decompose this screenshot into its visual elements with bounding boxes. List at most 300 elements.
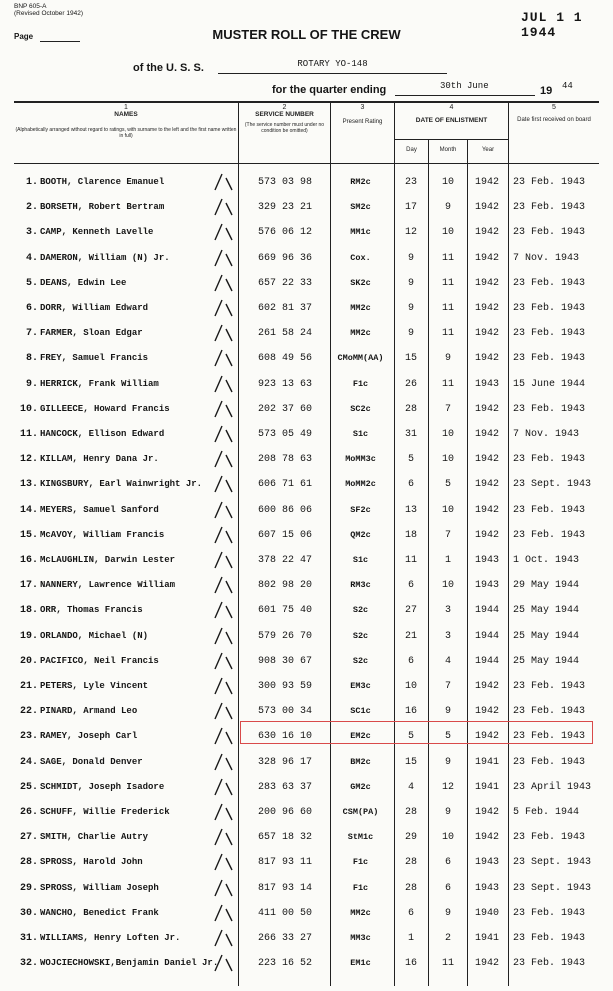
check-mark-icon — [212, 399, 234, 419]
check-mark-icon — [212, 222, 234, 242]
enlist-year: 1944 — [474, 605, 499, 617]
table-row — [0, 195, 613, 220]
crew-name: WANCHO, Benedict Frank — [40, 907, 159, 918]
date-received: 25 May 1944 — [513, 630, 580, 642]
enlist-year: 1943 — [474, 882, 499, 894]
table-row — [0, 422, 613, 447]
table-top-rule — [14, 101, 599, 103]
date-received: 23 Feb. 1943 — [513, 277, 586, 289]
row-index: 21. — [19, 681, 38, 692]
service-number: 573 03 98 — [257, 177, 312, 188]
table-row — [0, 674, 613, 699]
enlist-year: 1942 — [474, 807, 499, 818]
enlist-year: 1941 — [474, 933, 499, 944]
enlist-month: 10 — [441, 227, 454, 239]
rating: SC2c — [350, 403, 371, 414]
crew-name: BOOTH, Clarence Emanuel — [40, 177, 165, 187]
header-names — [14, 104, 238, 139]
crew-name: WOJCIECHOWSKI,Benjamin Daniel Jr. — [40, 958, 219, 969]
crew-name: RAMEY, Joseph Carl — [40, 731, 138, 742]
check-mark-icon — [212, 550, 234, 570]
service-number: 573 05 49 — [257, 429, 312, 440]
crew-name: FARMER, Sloan Edgar — [40, 328, 143, 339]
date-received: 25 May 1944 — [513, 655, 580, 667]
enlist-day: 23 — [404, 177, 417, 188]
crew-name: ORLANDO, Michael (N) — [40, 630, 149, 641]
crew-name: SAGE, Donald Denver — [40, 756, 143, 767]
check-mark-icon — [212, 928, 234, 948]
check-mark-icon — [212, 298, 234, 318]
rating: EM2c — [350, 731, 371, 742]
check-mark-icon — [212, 676, 234, 696]
service-number: 328 96 17 — [257, 756, 312, 768]
enlist-day: 28 — [404, 403, 417, 415]
col-names-note: (Alphabetically arranged without regard to ratings, with surname to the left and the first name written in full) — [15, 127, 237, 139]
date-received: 29 May 1944 — [513, 580, 580, 592]
enlist-month: 9 — [444, 756, 451, 768]
row-index: 2. — [25, 202, 38, 214]
enlist-month: 9 — [444, 202, 451, 214]
header-service — [239, 104, 330, 134]
table-row — [0, 271, 613, 296]
row-index: 1. — [25, 177, 38, 188]
rating: SM2c — [350, 202, 371, 213]
table-row — [0, 573, 613, 598]
service-number: 817 93 14 — [257, 882, 312, 894]
table-row — [0, 372, 613, 397]
enlist-month: 6 — [444, 857, 451, 869]
row-index: 10. — [19, 403, 38, 415]
enlist-month: 1 — [444, 555, 451, 566]
table-row — [0, 951, 613, 976]
row-index: 27. — [19, 832, 38, 844]
crew-name: DORR, William Edward — [40, 303, 149, 313]
enlist-day: 1 — [407, 933, 414, 944]
col3-number: 3 — [360, 104, 365, 111]
enlist-day: 12 — [404, 227, 417, 239]
service-number: 208 78 63 — [257, 454, 312, 466]
check-mark-icon — [212, 374, 234, 394]
enlist-day: 9 — [407, 252, 414, 264]
date-received: 23 Feb. 1943 — [513, 933, 586, 944]
col-service-title: SERVICE NUMBER — [255, 111, 314, 118]
rating: SF2c — [350, 504, 371, 515]
ship-label: of the U. S. S. — [133, 62, 204, 74]
enlist-day: 13 — [404, 504, 417, 516]
enlist-year: 1943 — [474, 378, 499, 390]
service-number: 657 22 33 — [257, 277, 312, 289]
row-index: 28. — [19, 857, 38, 869]
enlist-month: 7 — [444, 681, 451, 692]
row-index: 8. — [25, 353, 38, 365]
row-index: 23. — [19, 731, 38, 743]
row-index: 30. — [19, 907, 38, 919]
col5-number: 5 — [552, 104, 556, 111]
service-number: 200 96 60 — [257, 807, 312, 818]
table-row — [0, 901, 613, 926]
date-received: 23 Feb. 1943 — [513, 756, 586, 768]
col-enlistment-title: DATE OF ENLISTMENT — [415, 117, 488, 124]
date-received: 23 Feb. 1943 — [513, 202, 586, 214]
date-received: 23 Feb. 1943 — [513, 504, 586, 516]
enlist-day: 11 — [404, 555, 417, 566]
check-mark-icon — [212, 802, 234, 822]
crew-name: PETERS, Lyle Vincent — [40, 681, 149, 691]
crew-name: McLAUGHLIN, Darwin Lester — [40, 555, 176, 565]
enlist-day: 17 — [404, 202, 417, 214]
col-date-received-title: Date first received on board — [517, 117, 591, 123]
date-received: 25 May 1944 — [513, 605, 580, 617]
service-number: 300 93 59 — [257, 681, 312, 692]
row-index: 11. — [19, 429, 38, 440]
enlist-day: 28 — [404, 857, 417, 869]
header-month: Month — [439, 147, 457, 153]
check-mark-icon — [212, 348, 234, 368]
enlist-month: 6 — [444, 882, 451, 894]
crew-name: NANNERY, Lawrence William — [40, 580, 176, 591]
service-number: 202 37 60 — [257, 403, 312, 415]
crew-name: SCHUFF, Willie Frederick — [40, 807, 170, 817]
service-number: 802 98 20 — [257, 580, 312, 592]
enlist-day: 28 — [404, 882, 417, 894]
row-index: 17. — [19, 580, 38, 592]
service-number: 606 71 61 — [257, 479, 312, 491]
row-index: 32. — [19, 958, 38, 970]
crew-name: FREY, Samuel Francis — [40, 353, 149, 364]
enlist-year: 1941 — [474, 781, 499, 793]
enlist-month: 7 — [444, 529, 451, 541]
enlist-day: 16 — [404, 958, 417, 970]
row-index: 16. — [19, 555, 38, 566]
table-row — [0, 624, 613, 649]
date-received: 23 Feb. 1943 — [513, 706, 586, 718]
enlist-day: 21 — [404, 630, 417, 642]
check-mark-icon — [212, 827, 234, 847]
table-row — [0, 472, 613, 497]
page-title: MUSTER ROLL OF THE CREW — [212, 27, 401, 42]
date-received: 23 Feb. 1943 — [513, 353, 586, 365]
row-index: 26. — [19, 807, 38, 818]
enlist-day: 9 — [407, 328, 414, 340]
crew-name: CAMP, Kenneth Lavelle — [40, 227, 154, 238]
table-row — [0, 876, 613, 901]
check-mark-icon — [212, 525, 234, 545]
check-mark-icon — [212, 273, 234, 293]
date-received: 23 Feb. 1943 — [513, 454, 586, 466]
enlist-year: 1942 — [474, 227, 499, 239]
enlist-month: 4 — [444, 655, 451, 667]
crew-name: WILLIAMS, Henry Loften Jr. — [40, 933, 181, 943]
enlist-year: 1942 — [474, 303, 499, 314]
service-number: 669 96 36 — [257, 252, 312, 264]
crew-name: KILLAM, Henry Dana Jr. — [40, 454, 159, 465]
row-index: 15. — [19, 529, 38, 541]
table-row — [0, 246, 613, 271]
crew-name: KINGSBURY, Earl Wainwright Jr. — [40, 479, 203, 490]
row-highlight-box — [240, 721, 593, 744]
date-received: 23 Feb. 1943 — [513, 958, 586, 970]
enlist-year: 1941 — [474, 756, 499, 768]
service-number: 579 26 70 — [257, 630, 312, 642]
check-mark-icon — [212, 449, 234, 469]
date-received: 23 April 1943 — [513, 781, 592, 793]
enlist-year: 1942 — [474, 454, 499, 466]
ship-line — [218, 73, 447, 74]
enlist-month: 9 — [444, 353, 451, 365]
enlist-month: 11 — [441, 378, 454, 390]
row-index: 20. — [19, 655, 38, 667]
enlist-month: 3 — [444, 630, 451, 642]
enlist-month: 10 — [441, 454, 454, 466]
enlist-day: 9 — [407, 277, 414, 289]
rating: EM3c — [350, 681, 371, 691]
crew-name: HANCOCK, Ellison Edward — [40, 429, 165, 439]
service-number: 283 63 37 — [257, 781, 312, 793]
row-index: 14. — [19, 504, 38, 516]
row-index: 12. — [19, 454, 38, 466]
enlist-year: 1943 — [474, 857, 499, 869]
service-number: 607 15 06 — [257, 529, 312, 541]
crew-name: DAMERON, William (N) Jr. — [40, 252, 170, 263]
crew-name: SMITH, Charlie Autry — [40, 832, 149, 843]
col1-number: 1 — [124, 104, 128, 111]
header-rating — [331, 104, 394, 125]
enlist-year: 1942 — [474, 277, 499, 289]
check-mark-icon — [212, 248, 234, 268]
enlist-year: 1942 — [474, 177, 499, 188]
check-mark-icon — [212, 197, 234, 217]
row-index: 19. — [19, 630, 38, 642]
row-index: 3. — [25, 227, 38, 239]
rating: F1c — [352, 857, 369, 868]
service-number: 602 81 37 — [257, 303, 312, 314]
table-row — [0, 800, 613, 825]
enlist-year: 1943 — [474, 580, 499, 592]
service-number: 608 49 56 — [257, 353, 312, 365]
enlist-month: 12 — [441, 781, 454, 793]
form-revision: (Revised October 1942) — [14, 10, 84, 17]
table-row — [0, 775, 613, 800]
row-index: 25. — [19, 781, 38, 793]
check-mark-icon — [212, 752, 234, 772]
crew-name: SPROSS, Harold John — [40, 857, 143, 868]
enlist-year: 1942 — [474, 958, 499, 970]
rating: MM2c — [350, 303, 371, 313]
service-number: 630 16 10 — [257, 731, 312, 743]
enlist-month: 11 — [441, 328, 454, 340]
enlist-year: 1942 — [474, 328, 499, 340]
date-received: 1 Oct. 1943 — [513, 555, 580, 566]
table-row — [0, 447, 613, 472]
enlist-month: 5 — [444, 731, 451, 743]
check-mark-icon — [212, 777, 234, 797]
ship-name: ROTARY YO-148 — [297, 59, 368, 69]
rating: MM2c — [350, 328, 371, 339]
service-number: 223 16 52 — [257, 958, 312, 970]
check-mark-icon — [212, 172, 234, 192]
enlist-day: 10 — [404, 681, 417, 692]
enlist-month: 2 — [444, 933, 451, 944]
service-number: 817 93 11 — [257, 857, 312, 869]
check-mark-icon — [212, 701, 234, 721]
service-number: 261 58 24 — [257, 328, 312, 340]
enlist-year: 1942 — [474, 731, 499, 743]
col-names-title: NAMES — [114, 111, 138, 118]
enlist-day: 4 — [407, 781, 414, 793]
date-received: 7 Nov. 1943 — [513, 252, 580, 264]
enlist-month: 11 — [441, 958, 454, 970]
rating: S1c — [352, 429, 369, 439]
enlist-month: 10 — [441, 580, 454, 592]
rating: SC1c — [350, 706, 371, 717]
service-number: 378 22 47 — [257, 555, 312, 566]
check-mark-icon — [212, 323, 234, 343]
check-mark-icon — [212, 424, 234, 444]
date-received: 23 Feb. 1943 — [513, 529, 586, 541]
rating: F1c — [352, 882, 369, 893]
table-row — [0, 750, 613, 775]
date-received: 7 Nov. 1943 — [513, 429, 580, 440]
rating: CSM(PA) — [342, 807, 379, 817]
check-mark-icon — [212, 726, 234, 746]
row-index: 13. — [19, 479, 38, 491]
crew-name: PINARD, Armand Leo — [40, 706, 138, 717]
check-mark-icon — [212, 474, 234, 494]
enlist-day: 5 — [407, 454, 414, 466]
check-mark-icon — [212, 651, 234, 671]
date-received: 23 Feb. 1943 — [513, 403, 586, 415]
date-received: 23 Feb. 1943 — [513, 731, 586, 743]
check-mark-icon — [212, 600, 234, 620]
table-row — [0, 346, 613, 371]
service-number: 601 75 40 — [257, 605, 312, 617]
enlist-day: 6 — [407, 479, 414, 491]
table-row — [0, 598, 613, 623]
table-row — [0, 498, 613, 523]
table-row — [0, 296, 613, 321]
enlist-month: 7 — [444, 403, 451, 415]
row-index: 31. — [19, 933, 38, 944]
table-row — [0, 397, 613, 422]
table-row — [0, 170, 613, 195]
rating: MM1c — [350, 227, 371, 238]
enlist-month: 5 — [444, 479, 451, 491]
enlist-month: 10 — [441, 177, 454, 188]
date-received: 23 Feb. 1943 — [513, 328, 586, 340]
quarter-year-suffix: 44 — [562, 81, 573, 91]
crew-name: GILLEECE, Howard Francis — [40, 403, 170, 414]
enlist-year: 1942 — [474, 706, 499, 718]
enlist-year: 1942 — [474, 681, 499, 692]
rating: QM2c — [350, 529, 371, 540]
enlist-year: 1942 — [474, 429, 499, 440]
row-index: 29. — [19, 882, 38, 894]
header-enlistment — [395, 104, 508, 125]
enlist-year: 1942 — [474, 504, 499, 516]
enlist-month: 10 — [441, 832, 454, 844]
quarter-label: for the quarter ending — [272, 84, 387, 96]
service-number: 923 13 63 — [257, 378, 312, 390]
enlist-year: 1944 — [474, 655, 499, 667]
row-index: 24. — [19, 756, 38, 768]
col2-number: 2 — [282, 104, 287, 111]
rating: GM2c — [350, 781, 371, 792]
service-number: 266 33 27 — [257, 933, 312, 944]
enlist-day: 26 — [404, 378, 417, 390]
row-index: 7. — [25, 328, 38, 340]
enlist-year: 1942 — [474, 479, 499, 491]
crew-name: McAVOY, William Francis — [40, 529, 165, 540]
rating: EM1c — [350, 958, 371, 969]
col4-number: 4 — [449, 104, 454, 111]
row-index: 4. — [25, 252, 38, 264]
check-mark-icon — [212, 852, 234, 872]
enlist-day: 31 — [404, 429, 417, 440]
enlist-month: 9 — [444, 706, 451, 718]
rating: StM1c — [347, 832, 374, 843]
rating: BM2c — [350, 756, 371, 767]
enlist-year: 1942 — [474, 403, 499, 415]
enlist-month: 11 — [441, 252, 454, 264]
date-received: 5 Feb. 1944 — [513, 807, 580, 818]
rating: RM3c — [350, 580, 371, 591]
rating: F1c — [352, 378, 369, 389]
enlist-month: 11 — [441, 277, 454, 289]
enlist-year: 1944 — [474, 630, 499, 642]
rating: MoMM2c — [345, 479, 376, 490]
table-row — [0, 649, 613, 674]
date-received: 23 Sept. 1943 — [513, 479, 592, 491]
check-mark-icon — [212, 878, 234, 898]
service-number: 657 18 32 — [257, 832, 312, 844]
date-received: 23 Sept. 1943 — [513, 857, 592, 869]
crew-name: SCHMIDT, Joseph Isadore — [40, 781, 165, 792]
date-received: 23 Feb. 1943 — [513, 832, 586, 844]
enlist-year: 1942 — [474, 529, 499, 541]
rating: Cox. — [350, 252, 371, 263]
rating: S1c — [352, 555, 369, 565]
date-received: 23 Feb. 1943 — [513, 303, 586, 314]
table-row — [0, 825, 613, 850]
date-received: 23 Feb. 1943 — [513, 681, 586, 692]
enlist-day: 18 — [404, 529, 417, 541]
header-year: Year — [481, 147, 495, 153]
enlist-month: 9 — [444, 907, 451, 919]
header-day: Day — [406, 147, 417, 153]
service-number: 600 86 06 — [257, 504, 312, 516]
rating: MoMM3c — [345, 454, 376, 465]
enlist-day: 9 — [407, 303, 414, 314]
row-index: 6. — [25, 303, 38, 314]
enlist-month: 10 — [441, 504, 454, 516]
rating: CMoMM(AA) — [337, 353, 384, 364]
enlist-year: 1942 — [474, 202, 499, 214]
date-received: 23 Feb. 1943 — [513, 227, 586, 239]
service-number: 908 30 67 — [257, 655, 312, 667]
table-row — [0, 220, 613, 245]
check-mark-icon — [212, 575, 234, 595]
enlist-year: 1943 — [474, 555, 499, 566]
enlist-day: 27 — [404, 605, 417, 617]
row-index: 9. — [25, 378, 38, 390]
col-service-note: (The service number must under no condition be omitted) — [244, 122, 325, 134]
enlist-day: 6 — [407, 655, 414, 667]
date-received: 15 June 1944 — [513, 378, 586, 390]
rating: SK2c — [350, 277, 371, 288]
enlist-day: 6 — [407, 907, 414, 919]
table-row — [0, 926, 613, 951]
table-row — [0, 523, 613, 548]
